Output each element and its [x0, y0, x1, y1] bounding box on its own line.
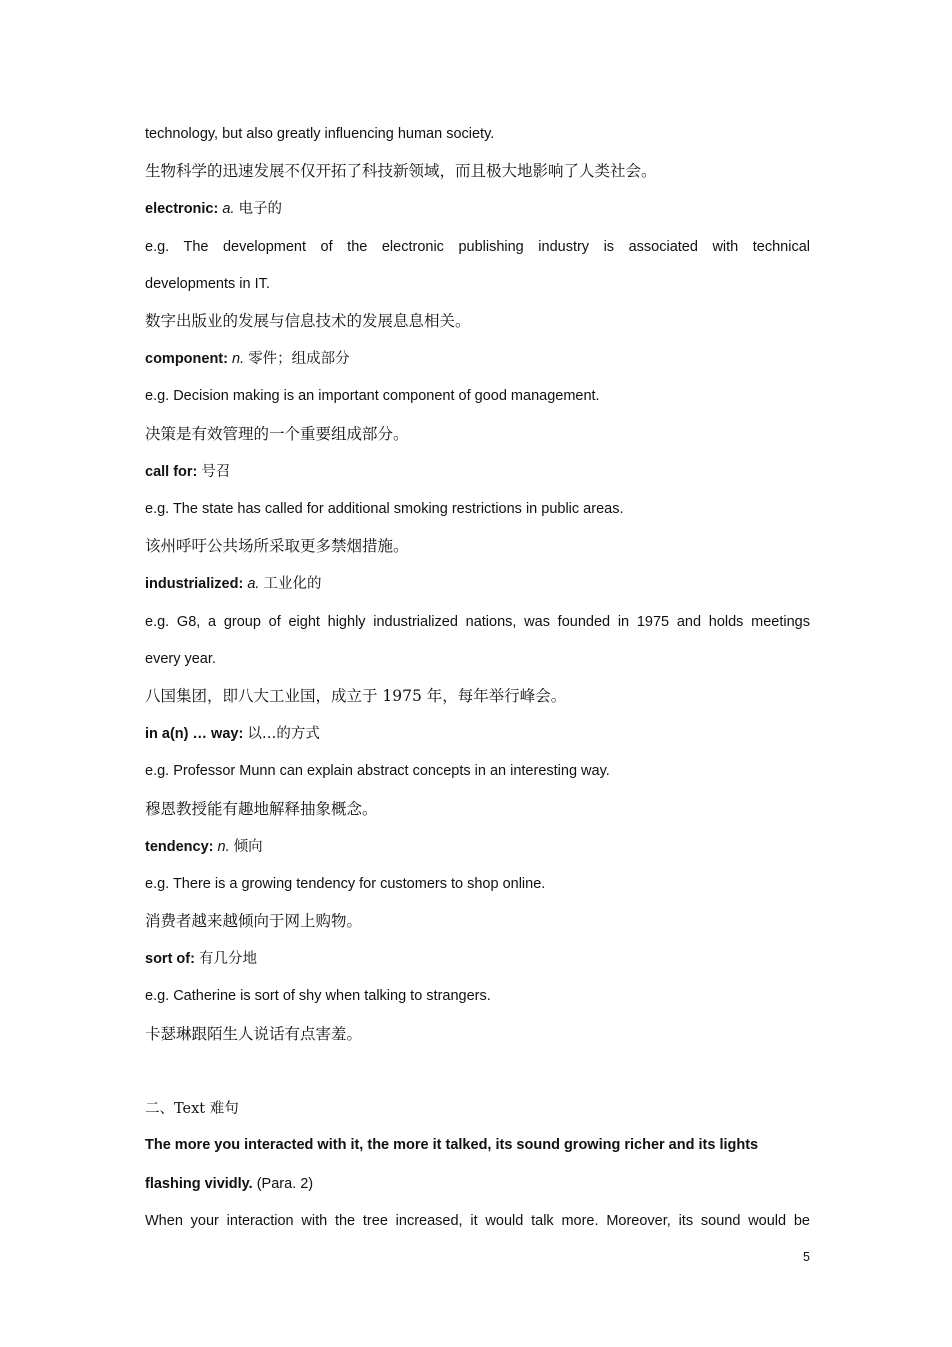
paragraph-reference: (Para. 2) — [252, 1176, 314, 1192]
example-sentence: e.g. There is a growing tendency for customers to shop online. — [145, 876, 546, 892]
vocab-meaning: 零件；组成部分 — [248, 351, 350, 367]
vocab-entry-call-for — [145, 462, 810, 482]
example-translation: 卡瑟琳跟陌生人说话有点害羞。 — [145, 1025, 363, 1043]
example-translation: 数字出版业的发展与信息技术的发展息息相关。 — [145, 312, 471, 330]
example-translation: 消费者越来越倾向于网上购物。 — [145, 912, 363, 930]
vocab-term: in a(n) … way: — [145, 726, 244, 742]
vocab-term: sort of: — [145, 951, 195, 967]
section-heading: 二、Text 难句 — [145, 1101, 239, 1117]
example-sentence: e.g. Catherine is sort of shy when talking to strangers. — [145, 988, 491, 1004]
vocab-entry-tendency — [145, 837, 810, 857]
vocab-meaning: 工业化的 — [263, 576, 322, 592]
vocab-meaning: 以…的方式 — [247, 726, 320, 742]
example-translation: 八国集团，即八大工业国，成立于 1975 年，每年举行峰会。 — [145, 687, 567, 705]
example-sentence: e.g. Professor Munn can explain abstract concepts in an interesting way. — [145, 763, 610, 779]
vocab-entry-industrialized — [145, 574, 810, 594]
sentence-explanation: When your interaction with the tree increased, it would talk more. Moreover, its sound would be — [145, 1213, 810, 1229]
intro-english-line: technology, but also greatly influencing human society. — [145, 126, 495, 142]
vocab-pos: a. — [247, 576, 260, 592]
vocab-meaning: 倾向 — [233, 839, 263, 855]
vocab-pos: n. — [232, 351, 245, 367]
vocab-entry-component — [145, 349, 810, 369]
intro-chinese-line: 生物科学的迅速发展不仅开拓了科技新领域，而且极大地影响了人类社会。 — [145, 162, 657, 180]
example-translation: 穆恩教授能有趣地解释抽象概念。 — [145, 800, 378, 818]
vocab-term: tendency: — [145, 839, 214, 855]
vocab-term: call for: — [145, 464, 198, 480]
example-sentence: e.g. The state has called for additional smoking restrictions in public areas. — [145, 501, 624, 517]
example-sentence-continued: developments in IT. — [145, 276, 270, 292]
example-translation: 该州呼吁公共场所采取更多禁烟措施。 — [145, 537, 409, 555]
vocab-term: electronic: — [145, 201, 219, 217]
difficult-sentence-line-1: The more you interacted with it, the more it talked, its sound growing richer and its lights — [145, 1137, 759, 1153]
example-sentence: e.g. The development of the electronic publishing industry is associated with technical — [145, 239, 810, 255]
example-translation: 决策是有效管理的一个重要组成部分。 — [145, 425, 409, 443]
example-sentence: e.g. G8, a group of eight highly industrialized nations, was founded in 1975 and holds meetings — [145, 614, 810, 630]
example-sentence-continued: every year. — [145, 651, 216, 667]
vocab-meaning: 号召 — [201, 464, 231, 480]
page-number: 5 — [803, 1250, 810, 1264]
vocab-meaning: 有几分地 — [198, 951, 257, 967]
vocab-pos: a. — [222, 201, 235, 217]
vocab-entry-in-a-way — [145, 724, 810, 744]
example-sentence: e.g. Decision making is an important component of good management. — [145, 388, 600, 404]
vocab-entry-electronic — [145, 199, 810, 219]
difficult-sentence-bold: flashing vividly. — [145, 1176, 253, 1192]
vocab-term: industrialized: — [145, 576, 244, 592]
vocab-meaning: 电子的 — [238, 201, 282, 217]
vocab-entry-sort-of — [145, 949, 810, 969]
vocab-term: component: — [145, 351, 228, 367]
vocab-pos: n. — [217, 839, 230, 855]
difficult-sentence-line-2 — [145, 1174, 810, 1194]
